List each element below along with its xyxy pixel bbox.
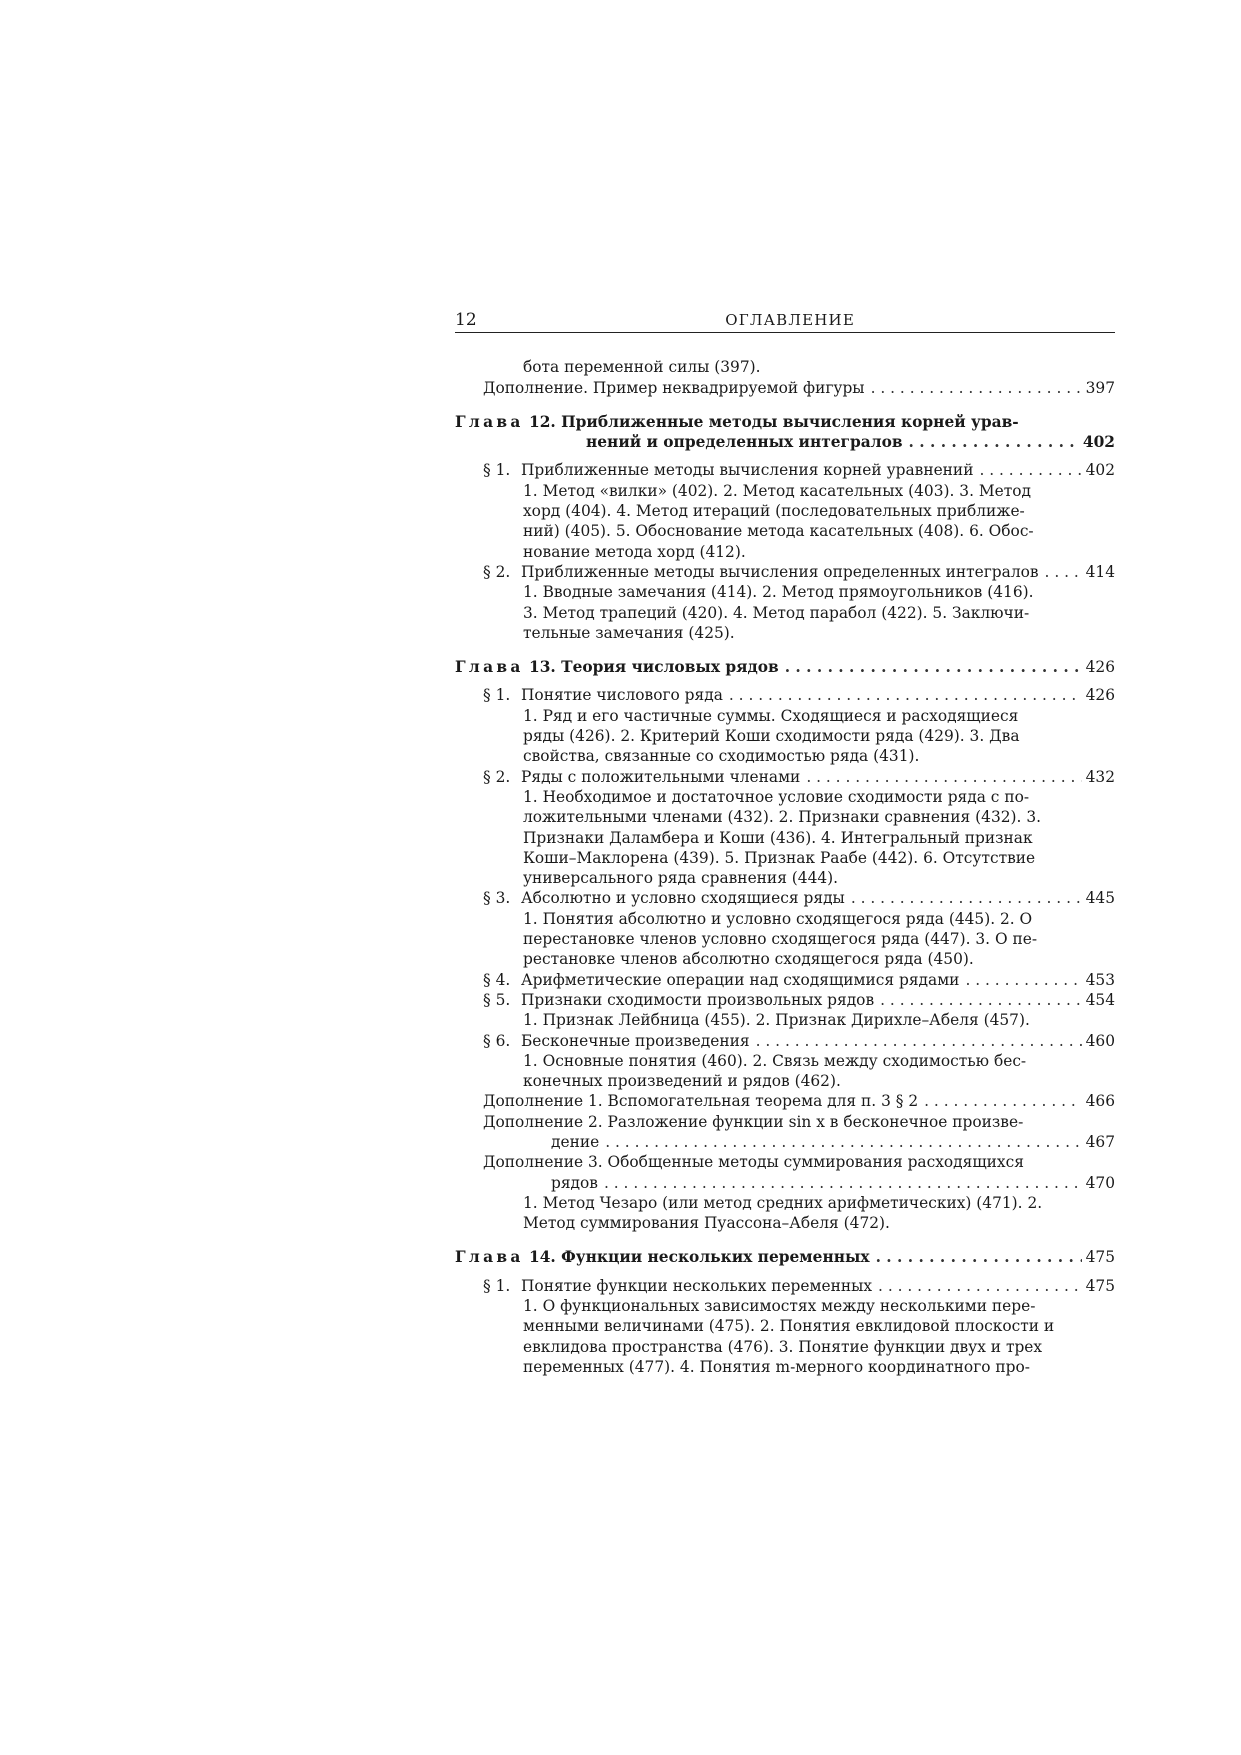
section-subtopics: 1. О функциональных зависимостях между несколькими пере- менными величинами (475). 2. Понятия евклидовой плоскости и евклидова пространства (476). 3. Понятие функции двух и трех переменных (477). 4. Понятия m-мерного координатного про- <box>523 1297 1055 1376</box>
section-entry: § 3. Абсолютно и условно сходящиеся ряды . . . 445 <box>455 888 1115 908</box>
running-header <box>455 310 1115 333</box>
section-entry: § 2. Ряды с положительными членами . . . 432 <box>455 767 1115 787</box>
section-entry: § 1. Понятие числового ряда . . . 426 <box>455 685 1115 705</box>
section-subtopics: 1. Ряд и его частичные суммы. Сходящиеся и расходящиеся ряды (426). 2. Критерий Коши сходимости ряда (429). 3. Два свойства, связанные со сходимостью ряда (431). <box>523 706 1020 766</box>
section-subtopics: 1. Основные понятия (460). 2. Связь между сходимостью бес- конечных произведений и рядов (462). <box>523 1051 1027 1091</box>
section-subtopics: 1. Необходимое и достаточное условие сходимости ряда с по- ложительными членами (432). 2. Признаки сравнения (432). 3. Признаки Даламбера и Коши (436). 4. Интегральный признак Коши–Маклорена (439). 5. Признак Раабе (442). 6. Отсутствие универсального ряда сравнения (444). <box>523 787 1042 888</box>
section-subtopics: 1. Метод Чезаро (или метод средних арифметических) (471). 2. Метод суммирования Пуассона–Абеля (472). <box>523 1193 1043 1233</box>
toc-page <box>455 310 1115 1377</box>
section-entry: § 5. Признаки сходимости произвольных рядов . . . 454 <box>455 990 1115 1010</box>
supplement-entry: Дополнение 2. Разложение функции sin x в бесконечное произве- дение . . . 467 <box>455 1112 1115 1153</box>
supplement-entry: Дополнение 1. Вспомогательная теорема для п. 3 § 2 . . . 466 <box>455 1091 1115 1111</box>
section-subtopics: 1. Метод «вилки» (402). 2. Метод касательных (403). 3. Метод хорд (404). 4. Метод итераций (последовательных приближе- ний) (405). 5. Обоснование метода касательных (408). 6. Обос- нование метода хорд (412). <box>523 481 1034 561</box>
section-entry: § 4. Арифметические операции над сходящимися рядами . . . 453 <box>455 970 1115 990</box>
chapter-14-heading: Глава 14. Функции нескольких переменных . . . 475 <box>455 1247 1115 1267</box>
section-entry: § 1. Понятие функции нескольких переменных . . . 475 <box>455 1276 1115 1296</box>
supplement-entry: Дополнение. Пример неквадрируемой фигуры . . . 397 <box>455 378 1115 398</box>
section-subtopics: 1. Вводные замечания (414). 2. Метод прямоугольников (416). 3. Метод трапеций (420). 4. Метод парабол (422). 5. Заключи- тельные замечания (425). <box>523 583 1034 642</box>
continuation-line: бота переменной силы (397). <box>523 358 761 377</box>
section-entry: § 1. Приближенные методы вычисления корней уравнений . . . 402 <box>455 460 1115 480</box>
chapter-12-heading: Глава 12. Приближенные методы вычисления корней урав- нений и определенных интегралов . . . 402 <box>455 412 1115 453</box>
running-title: ОГЛАВЛЕНИЕ <box>725 311 855 329</box>
supplement-entry: Дополнение 3. Обобщенные методы суммирования расходящихся рядов . . . 470 <box>455 1152 1115 1193</box>
chapter-13-heading: Глава 13. Теория числовых рядов . . . 426 <box>455 657 1115 677</box>
page-number: 12 <box>455 310 477 330</box>
section-entry: § 2. Приближенные методы вычисления определенных интегралов . . . 414 <box>455 562 1115 582</box>
section-subtopics: 1. Признак Лейбница (455). 2. Признак Дирихле–Абеля (457). <box>523 1011 1030 1030</box>
section-subtopics: 1. Понятия абсолютно и условно сходящегося ряда (445). 2. О перестановке членов условно сходящегося ряда (447). 3. О пе- рестановке членов абсолютно сходящегося ряда (450). <box>523 909 1038 969</box>
section-entry: § 6. Бесконечные произведения . . . 460 <box>455 1031 1115 1051</box>
